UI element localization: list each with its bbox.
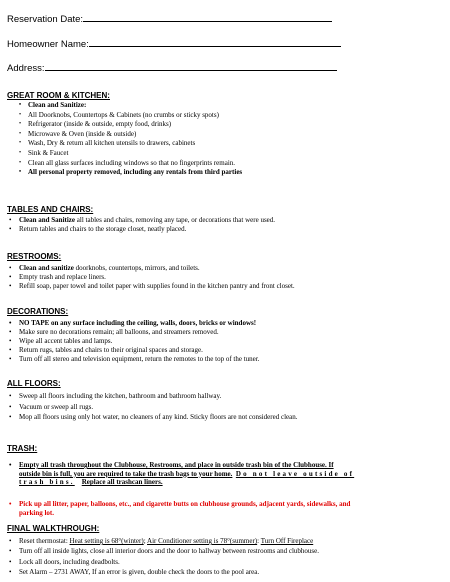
list-item: • Pick up all litter, paper, balloons, etc., and cigarette butts on clubhouse grounds, adjacent yards, sidewalks, and parking lot.	[7, 500, 350, 517]
list-item: • Refrigerator (inside & outside, empty food, drinks)	[16, 120, 242, 130]
list-item: • Make sure no decorations remain; all balloons, and streamers removed.	[7, 328, 259, 337]
trash-heading: TRASH:	[7, 444, 38, 453]
list-item: • Vacuum or sweep all rugs.	[7, 402, 297, 413]
list-item: • Microwave & Oven (inside & outside)	[16, 130, 242, 140]
reservation-date-line[interactable]	[83, 12, 332, 22]
list-item: • Wash, Dry & return all kitchen utensils to drawers, cabinets	[16, 139, 242, 149]
final-walkthrough-heading: FINAL WALKTHROUGH:	[7, 524, 100, 533]
homeowner-name-field[interactable]	[7, 37, 341, 50]
list-item: • All personal property removed, including any rentals from third parties	[16, 168, 242, 178]
reservation-date-field[interactable]	[7, 12, 332, 25]
list-item: • Reset thermostat: Heat setting is 68°(winter); Air Conditioner setting is 78°(summer): Turn Off Fireplace	[7, 536, 319, 546]
list-item: • Turn off all inside lights, close all interior doors and the door to hallway between restrooms and clubhouse.	[7, 546, 319, 556]
great-room-heading: GREAT ROOM & KITCHEN:	[7, 91, 110, 100]
homeowner-name-label: Homeowner Name:	[7, 39, 89, 50]
list-item: • Clean and sanitize doorknobs, countertops, mirrors, and toilets.	[7, 264, 295, 273]
tables-heading: TABLES AND CHAIRS:	[7, 205, 94, 214]
address-line[interactable]	[45, 61, 337, 71]
list-item: • Clean and Sanitize all tables and chairs, removing any tape, or decorations that were used.	[7, 216, 275, 225]
final-walkthrough-list	[7, 536, 319, 578]
list-item: • Refill soap, paper towel and toilet paper with supplies found in the kitchen pantry and front closet.	[7, 282, 295, 291]
list-item: • Empty all trash throughout the Clubhouse, Restrooms, and place in outside trash bin of the Clubhouse. If outside bin is full, you are required to take the trash bags to your home. Do not leave outside of trash bins. Replace all trashcan liners.	[7, 461, 354, 487]
list-item: • Return rugs, tables and chairs to their original spaces and storage.	[7, 346, 259, 355]
list-item: • Clean all glass surfaces including windows so that no fingerprints remain.	[16, 159, 242, 169]
list-item: • Sweep all floors including the kitchen, bathroom and bathroom hallway.	[7, 391, 297, 402]
list-item: • Turn off all stereo and television equipment, return the remotes to the top of the tuner.	[7, 355, 259, 364]
tables-list	[7, 216, 275, 234]
list-item: • Mop all floors using only hot water, no cleaners of any kind. Sticky floors are not considered clean.	[7, 412, 297, 423]
list-item: • Wipe all accent tables and lamps.	[7, 337, 259, 346]
list-item: • All Doorknobs, Countertops & Cabinets (no crumbs or sticky spots)	[16, 111, 242, 121]
list-item: • Lock all doors, including deadbolts.	[7, 557, 319, 567]
list-item: • Clean and Sanitize:	[16, 101, 242, 111]
list-item: • Return tables and chairs to the storage closet, neatly placed.	[7, 225, 275, 234]
list-item: • Set Alarm – 2731 AWAY, If an error is given, double check the doors to the pool area.	[7, 567, 319, 577]
great-room-list	[16, 101, 242, 178]
restrooms-heading: RESTROOMS:	[7, 252, 62, 261]
restrooms-list	[7, 264, 295, 291]
address-field[interactable]	[7, 61, 337, 74]
all-floors-list	[7, 391, 297, 423]
decorations-list	[7, 319, 259, 364]
trash-list	[7, 461, 354, 487]
all-floors-heading: ALL FLOORS:	[7, 379, 61, 388]
decorations-heading: DECORATIONS:	[7, 307, 69, 316]
trash-litter-list	[7, 500, 350, 517]
address-label: Address:	[7, 63, 45, 74]
list-item: • NO TAPE on any surface including the ceiling, walls, doors, bricks or windows!	[7, 319, 259, 328]
list-item: • Empty trash and replace liners.	[7, 273, 295, 282]
homeowner-name-line[interactable]	[89, 37, 341, 47]
list-item: • Sink & Faucet	[16, 149, 242, 159]
reservation-date-label: Reservation Date:	[7, 14, 84, 25]
